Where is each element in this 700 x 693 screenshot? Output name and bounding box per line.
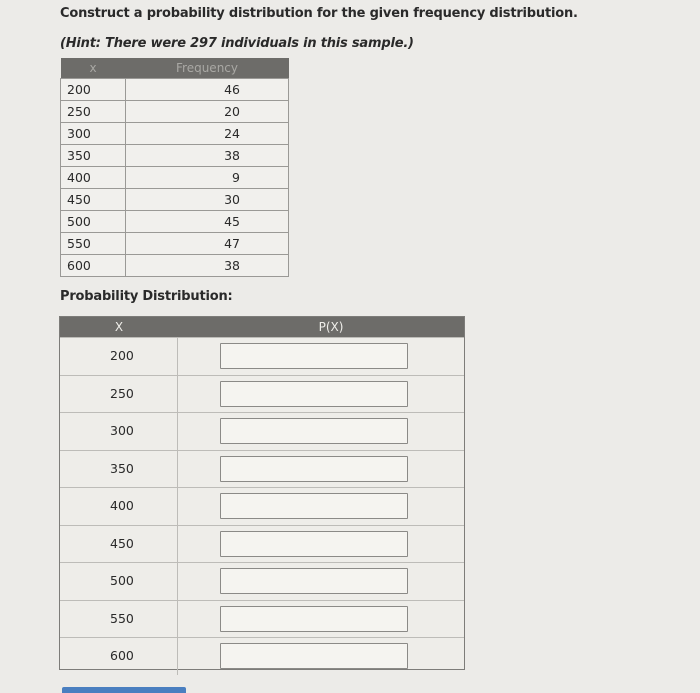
freq-value-cell: 24 <box>126 123 289 145</box>
prob-x-cell: 350 <box>60 451 178 488</box>
prob-input-400[interactable] <box>220 493 408 519</box>
prob-row <box>60 412 464 450</box>
frequency-table <box>60 58 289 277</box>
freq-header-frequency: Frequency <box>126 58 289 79</box>
freq-x-cell: 350 <box>61 145 126 167</box>
freq-x-cell: 200 <box>61 79 126 101</box>
freq-row <box>61 211 289 233</box>
prob-input-250[interactable] <box>220 381 408 407</box>
prob-row <box>60 450 464 488</box>
prob-x-cell: 450 <box>60 526 178 563</box>
freq-row <box>61 123 289 145</box>
submit-button-edge[interactable] <box>62 687 186 693</box>
prob-x-cell: 300 <box>60 413 178 450</box>
freq-header-x: x <box>61 58 126 79</box>
prob-row <box>60 337 464 375</box>
prob-input-550[interactable] <box>220 606 408 632</box>
prob-row <box>60 487 464 525</box>
prob-x-cell: 400 <box>60 488 178 525</box>
prob-input-350[interactable] <box>220 456 408 482</box>
freq-value-cell: 45 <box>126 211 289 233</box>
probability-distribution-label: Probability Distribution: <box>60 289 233 304</box>
question-prompt: Construct a probability distribution for the given frequency distribution. <box>60 6 578 21</box>
prob-row <box>60 562 464 600</box>
prob-header-p: P(X) <box>318 320 344 334</box>
freq-row <box>61 233 289 255</box>
prob-row <box>60 600 464 638</box>
freq-row <box>61 255 289 277</box>
freq-row <box>61 189 289 211</box>
probability-table-header <box>60 317 464 337</box>
prob-x-cell: 550 <box>60 601 178 638</box>
probability-table <box>59 316 465 670</box>
prob-input-300[interactable] <box>220 418 408 444</box>
prob-row <box>60 525 464 563</box>
freq-value-cell: 30 <box>126 189 289 211</box>
freq-x-cell: 450 <box>61 189 126 211</box>
freq-value-cell: 38 <box>126 255 289 277</box>
prob-input-500[interactable] <box>220 568 408 594</box>
freq-value-cell: 38 <box>126 145 289 167</box>
prob-x-cell: 200 <box>60 338 178 375</box>
freq-x-cell: 600 <box>61 255 126 277</box>
freq-row <box>61 79 289 101</box>
prob-row <box>60 637 464 675</box>
prob-x-cell: 250 <box>60 376 178 413</box>
prob-header-x: X <box>114 320 124 334</box>
freq-x-cell: 300 <box>61 123 126 145</box>
freq-value-cell: 20 <box>126 101 289 123</box>
freq-x-cell: 500 <box>61 211 126 233</box>
freq-value-cell: 9 <box>126 167 289 189</box>
freq-value-cell: 46 <box>126 79 289 101</box>
prob-x-cell: 500 <box>60 563 178 600</box>
freq-x-cell: 550 <box>61 233 126 255</box>
freq-x-cell: 250 <box>61 101 126 123</box>
freq-x-cell: 400 <box>61 167 126 189</box>
freq-row <box>61 167 289 189</box>
prob-input-600[interactable] <box>220 643 408 669</box>
prob-row <box>60 375 464 413</box>
freq-row <box>61 145 289 167</box>
prob-x-cell: 600 <box>60 638 178 675</box>
prob-input-200[interactable] <box>220 343 408 369</box>
prob-input-450[interactable] <box>220 531 408 557</box>
freq-value-cell: 47 <box>126 233 289 255</box>
freq-row <box>61 101 289 123</box>
question-hint: (Hint: There were 297 individuals in this sample.) <box>60 36 414 51</box>
